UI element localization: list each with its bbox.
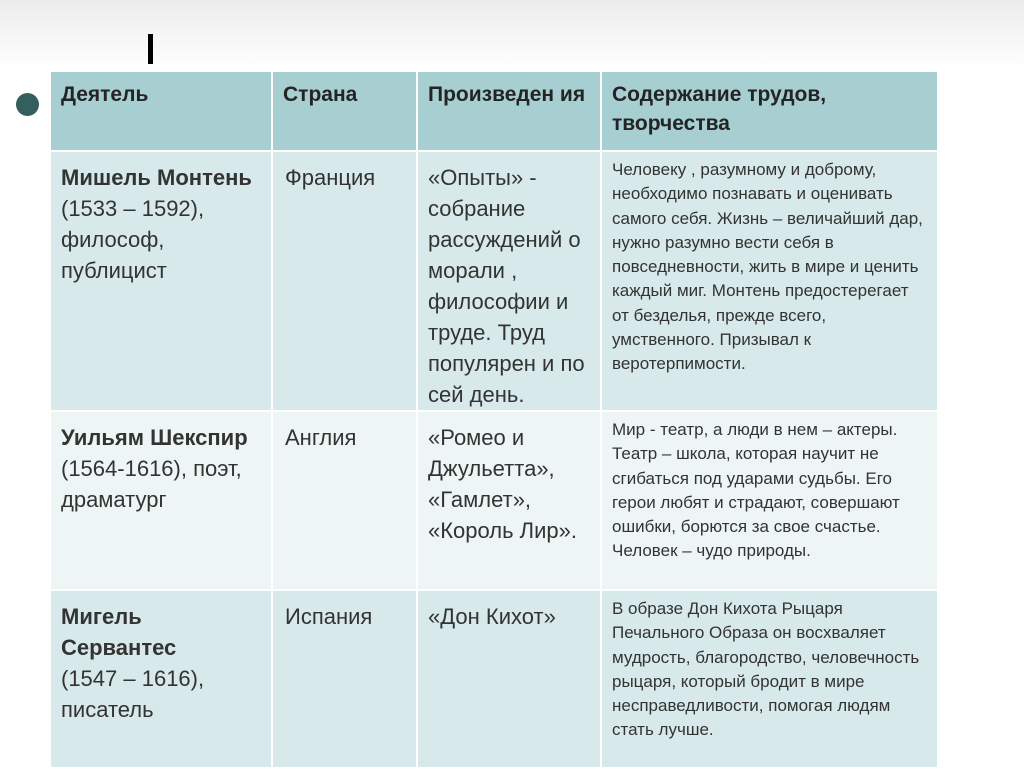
renaissance-figures-table (49, 70, 939, 769)
works-cell: «Дон Кихот» (417, 590, 601, 768)
bullet-icon (16, 93, 39, 116)
title-text-cursor (148, 34, 153, 64)
table-row (50, 411, 938, 590)
header-row (50, 71, 938, 151)
figure-name: Уильям Шекспир (61, 425, 248, 450)
country-cell: Англия (272, 411, 417, 590)
figure-cell (50, 411, 272, 590)
figure-name: Мигель Сервантес (61, 604, 177, 660)
works-cell: «Ромео и Джульетта», «Гамлет», «Король Лир». (417, 411, 601, 590)
figure-cell (50, 590, 272, 768)
slide-header-band (0, 0, 1024, 70)
figure-name: Мишель Монтень (61, 165, 252, 190)
content-cell: Человеку , разумному и доброму, необходимо познавать и оценивать самого себя. Жизнь – величайший дар, нужно разумно вести себя в повседневности, жить в мире и ценить каждый миг. Монтень предостерегает от безделья, прежде всего, умственного. Призывал к веротерпимости. (601, 151, 938, 411)
content-cell: В образе Дон Кихота Рыцаря Печального Образа он восхваляет мудрость, благородство, человечность рыцаря, который бродит в мире несправедливости, помогая людям стать лучше. (601, 590, 938, 768)
table-row (50, 151, 938, 411)
header-country: Страна (272, 71, 417, 151)
content-cell: Мир - театр, а люди в нем – актеры. Театр – школа, которая научит не сгибаться под ударами судьбы. Его герои любят и страдают, совершают ошибки, борются за свое счастье. Человек – чудо природы. (601, 411, 938, 590)
header-content: Содержание трудов, творчества (601, 71, 938, 151)
country-cell: Испания (272, 590, 417, 768)
figure-details: (1533 – 1592), философ, публицист (61, 196, 205, 283)
header-figure: Деятель (50, 71, 272, 151)
table-row (50, 590, 938, 768)
figure-details: (1564-1616), поэт, драматург (61, 456, 242, 512)
figure-details: (1547 – 1616), писатель (61, 666, 205, 722)
figure-cell (50, 151, 272, 411)
header-works: Произведен ия (417, 71, 601, 151)
country-cell: Франция (272, 151, 417, 411)
works-cell: «Опыты» - собрание рассуждений о морали , философии и труде. Труд популярен и по сей день. (417, 151, 601, 411)
